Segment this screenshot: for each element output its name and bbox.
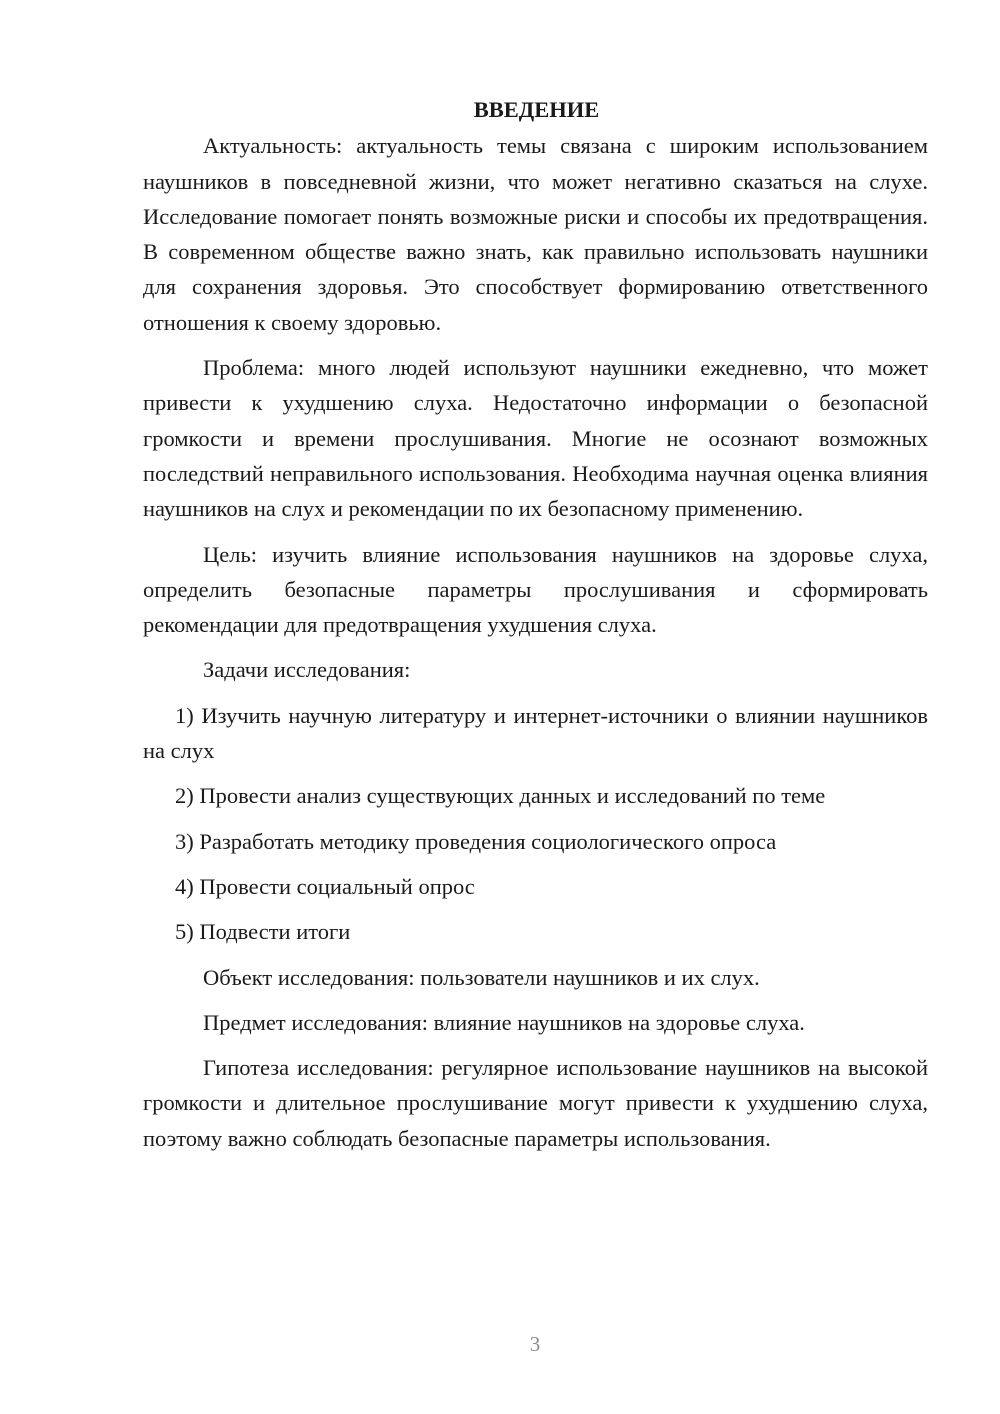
hypothesis-paragraph: Гипотеза исследования: регулярное использование наушников на высокой громкости и длительное прослушивание могут привести к ухудшению слуха, поэтому важно соблюдать безопасные параметры использования. (143, 1055, 928, 1151)
section-title: ВВЕДЕНИЕ (473, 97, 600, 122)
relevance-paragraph: Актуальность: актуальность темы связана с широким использованием наушников в повседневной жизни, что может негативно сказаться на слухе. Исследование помогает понять возможные риски и способы их предотвращения. В современном обществе важно знать, как правильно использовать наушники для сохранения здоровья. Это способствует формированию ответственного отношения к своему здоровью. (143, 133, 928, 335)
task-item-3: 3) Разработать методику проведения социологического опроса (175, 828, 777, 854)
task-item-2: 2) Провести анализ существующих данных и исследований по теме (175, 783, 826, 809)
tasks-heading: Задачи исследования: (203, 657, 411, 683)
task-item-5: 5) Подвести итоги (175, 919, 351, 945)
page-body (143, 92, 928, 1156)
goal-paragraph: Цель: изучить влияние использования наушников на здоровье слуха, определить безопасные параметры прослушивания и сформировать рекомендации для предотвращения ухудшения слуха. (143, 541, 928, 638)
task-item-1: 1) Изучить научную литературу и интернет-источники о влиянии наушников на слух (143, 702, 928, 764)
object-paragraph: Объект исследования: пользователи наушников и их слух. (203, 964, 760, 990)
task-item-4: 4) Провести социальный опрос (175, 873, 475, 899)
subject-paragraph: Предмет исследования: влияние наушников на здоровье слуха. (203, 1009, 805, 1035)
page-number: 3 (529, 1332, 541, 1356)
problem-paragraph: Проблема: много людей используют наушники ежедневно, что может привести к ухудшению слуха. Недостаточно информации о безопасной громкости и времени прослушивания. Многие не осознают возможных последствий неправильного использования. Необходима научная оценка влияния наушников на слух и рекомендации по их безопасному применению. (143, 355, 928, 522)
